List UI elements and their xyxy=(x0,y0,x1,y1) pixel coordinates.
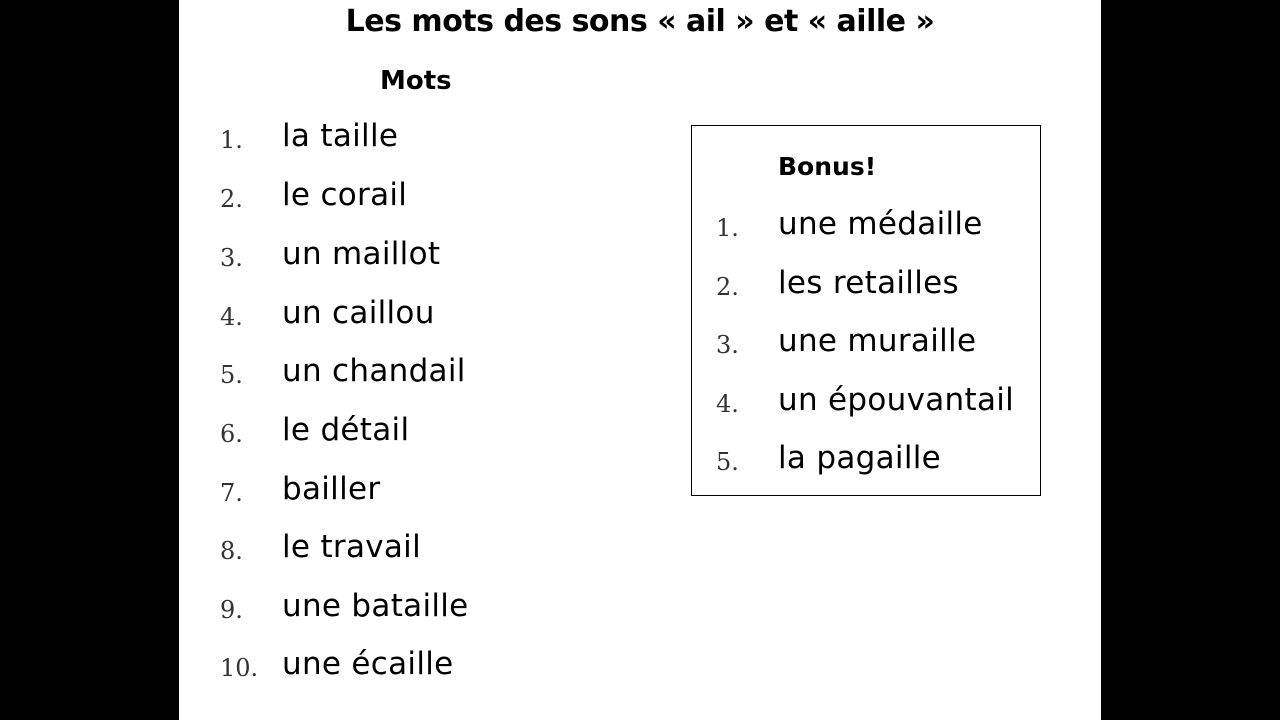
item-number: 6. xyxy=(220,420,243,448)
item-number: 7. xyxy=(220,479,243,507)
item-word: la taille xyxy=(282,118,399,154)
item-number: 5. xyxy=(716,448,739,476)
item-number: 10. xyxy=(220,654,259,682)
item-word: une bataille xyxy=(282,588,469,624)
item-word: un caillou xyxy=(282,295,435,331)
item-word: un épouvantail xyxy=(778,382,1015,418)
item-number: 2. xyxy=(716,273,739,301)
worksheet-page xyxy=(179,0,1101,720)
item-word: un chandail xyxy=(282,353,466,389)
item-word: un maillot xyxy=(282,236,441,272)
words-heading: Mots xyxy=(380,66,452,96)
item-number: 2. xyxy=(220,185,243,213)
item-word: la pagaille xyxy=(778,440,942,476)
item-number: 4. xyxy=(716,390,739,418)
item-number: 5. xyxy=(220,361,243,389)
item-word: le détail xyxy=(282,412,410,448)
page-title: Les mots des sons « ail » et « aille » xyxy=(345,4,935,39)
item-word: le travail xyxy=(282,529,422,565)
item-number: 4. xyxy=(220,303,243,331)
item-word: les retailles xyxy=(778,265,959,301)
item-word: une muraille xyxy=(778,323,977,359)
item-number: 1. xyxy=(220,126,243,154)
item-number: 1. xyxy=(716,214,739,242)
item-word: une médaille xyxy=(778,206,983,242)
item-number: 3. xyxy=(220,244,243,272)
item-word: le corail xyxy=(282,177,408,213)
item-word: bailler xyxy=(282,471,381,507)
item-number: 8. xyxy=(220,537,243,565)
item-word: une écaille xyxy=(282,646,454,682)
item-number: 3. xyxy=(716,331,739,359)
bonus-box xyxy=(691,125,1041,496)
item-number: 9. xyxy=(220,596,243,624)
bonus-heading: Bonus! xyxy=(778,152,877,181)
